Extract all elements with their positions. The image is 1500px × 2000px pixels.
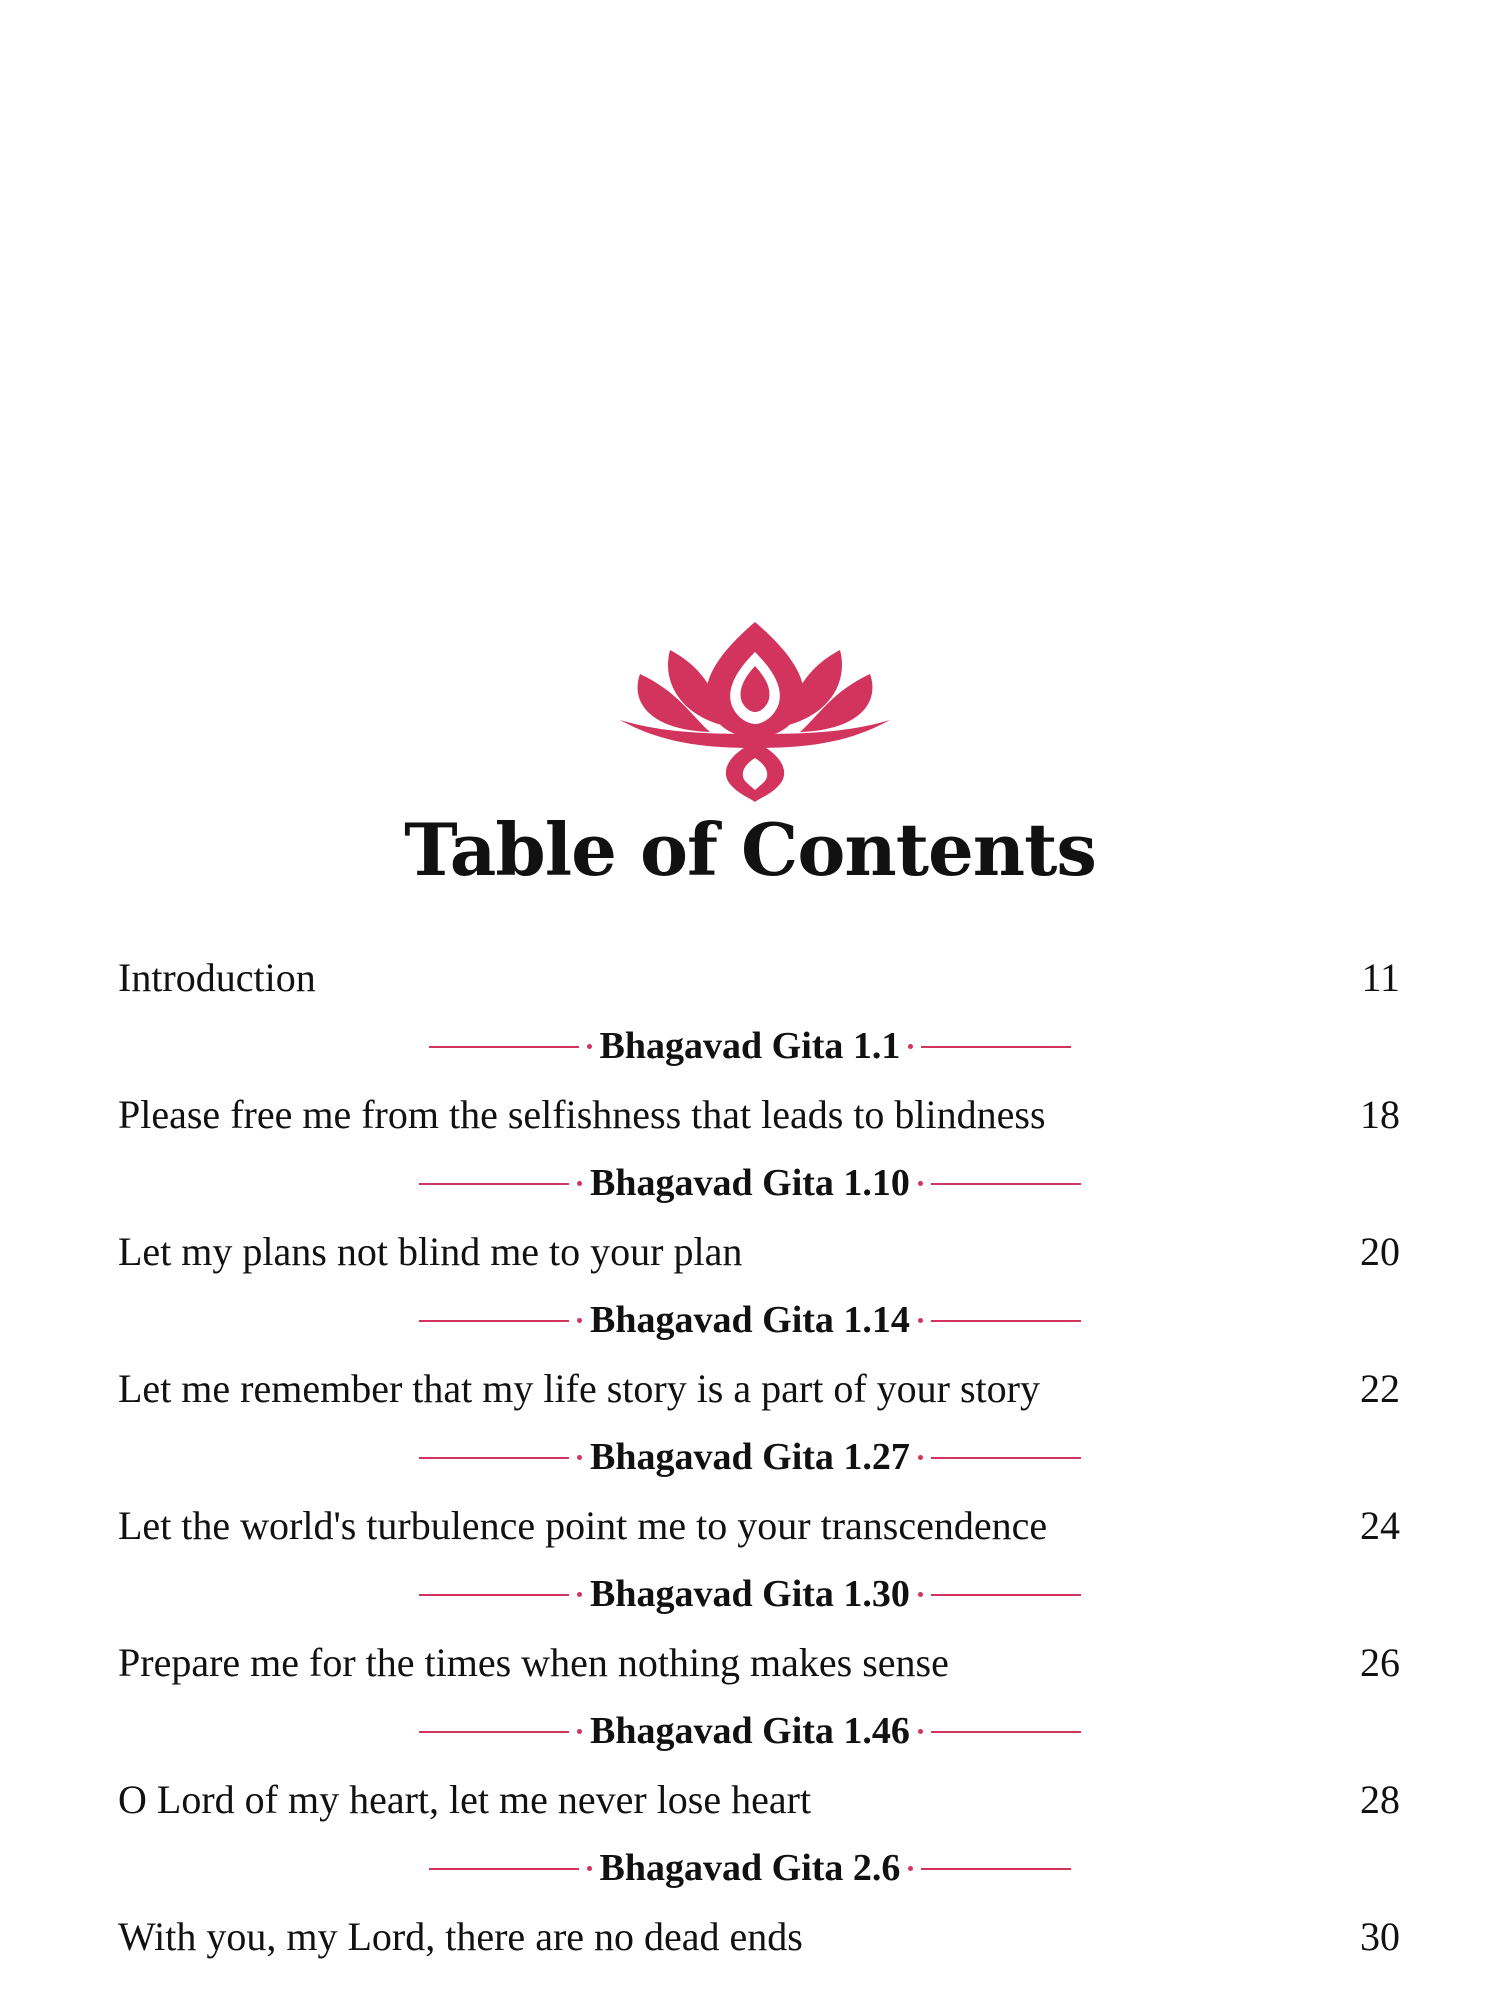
divider-line — [931, 1320, 1081, 1322]
verse-reference: Bhagavad Gita 2.6 — [599, 1847, 901, 1889]
toc-entry-page: 22 — [1360, 1366, 1400, 1411]
toc-entry-title: Introduction — [118, 955, 316, 1000]
verse-divider — [0, 1834, 1500, 1903]
toc-entry[interactable] — [118, 1355, 1400, 1423]
toc-entry[interactable] — [118, 1081, 1400, 1149]
divider-dot — [577, 1592, 582, 1597]
verse-divider — [0, 1286, 1500, 1355]
divider-line — [931, 1183, 1081, 1185]
toc-entry-title: With you, my Lord, there are no dead ends — [118, 1914, 803, 1959]
divider-line — [429, 1868, 579, 1870]
verse-divider — [0, 1560, 1500, 1629]
divider-line — [419, 1594, 569, 1596]
verse-reference: Bhagavad Gita 1.1 — [599, 1025, 901, 1067]
divider-dot — [908, 1044, 913, 1049]
divider-line — [419, 1731, 569, 1733]
verse-reference: Bhagavad Gita 1.14 — [590, 1299, 910, 1341]
divider-line — [419, 1183, 569, 1185]
toc-entry-page: 28 — [1360, 1777, 1400, 1822]
toc-entry[interactable] — [118, 1766, 1400, 1834]
toc-entry[interactable] — [118, 1492, 1400, 1560]
toc-entry-page: 24 — [1360, 1503, 1400, 1548]
toc-entry-page: 11 — [1361, 955, 1400, 1000]
toc-entry[interactable] — [118, 944, 1400, 1012]
toc-entry-page: 26 — [1360, 1640, 1400, 1685]
verse-divider — [0, 1423, 1500, 1492]
divider-line — [931, 1731, 1081, 1733]
divider-dot — [587, 1044, 592, 1049]
lotus-icon — [600, 622, 910, 802]
divider-dot — [587, 1866, 592, 1871]
verse-divider — [0, 1149, 1500, 1218]
divider-dot — [918, 1592, 923, 1597]
divider-line — [429, 1046, 579, 1048]
toc-entry-title: O Lord of my heart, let me never lose heart — [118, 1777, 812, 1822]
divider-line — [931, 1457, 1081, 1459]
divider-line — [921, 1868, 1071, 1870]
verse-divider — [0, 1012, 1500, 1081]
toc-entry[interactable] — [118, 1629, 1400, 1697]
table-of-contents — [118, 944, 1400, 1971]
divider-dot — [577, 1729, 582, 1734]
divider-dot — [577, 1455, 582, 1460]
divider-dot — [918, 1318, 923, 1323]
toc-entry-title: Prepare me for the times when nothing makes sense — [118, 1640, 949, 1685]
verse-reference: Bhagavad Gita 1.30 — [590, 1573, 910, 1615]
toc-entry-title: Let me remember that my life story is a part of your story — [118, 1366, 1040, 1411]
toc-entry-page: 20 — [1360, 1229, 1400, 1274]
toc-entry-title: Let my plans not blind me to your plan — [118, 1229, 743, 1274]
toc-entry-title: Please free me from the selfishness that leads to blindness — [118, 1092, 1046, 1137]
divider-line — [931, 1594, 1081, 1596]
toc-entry-page: 30 — [1360, 1914, 1400, 1959]
divider-dot — [577, 1318, 582, 1323]
verse-reference: Bhagavad Gita 1.46 — [590, 1710, 910, 1752]
divider-dot — [918, 1455, 923, 1460]
verse-reference: Bhagavad Gita 1.10 — [590, 1162, 910, 1204]
divider-dot — [918, 1181, 923, 1186]
verse-divider — [0, 1697, 1500, 1766]
divider-dot — [908, 1866, 913, 1871]
divider-dot — [918, 1729, 923, 1734]
verse-reference: Bhagavad Gita 1.27 — [590, 1436, 910, 1478]
toc-entry-page: 18 — [1360, 1092, 1400, 1137]
divider-line — [921, 1046, 1071, 1048]
divider-line — [419, 1320, 569, 1322]
toc-entry[interactable] — [118, 1903, 1400, 1971]
toc-entry[interactable] — [118, 1218, 1400, 1286]
page-title: Table of Contents — [404, 807, 1096, 892]
divider-dot — [577, 1181, 582, 1186]
divider-line — [419, 1457, 569, 1459]
toc-entry-title: Let the world's turbulence point me to your transcendence — [118, 1503, 1048, 1548]
